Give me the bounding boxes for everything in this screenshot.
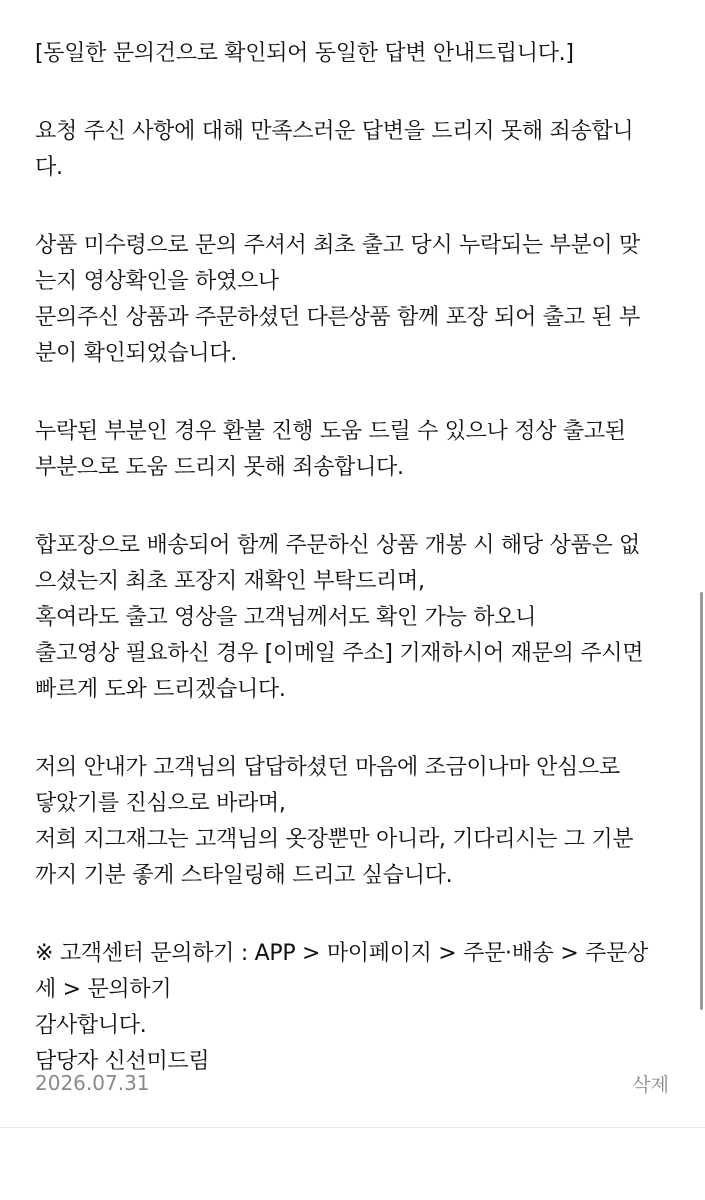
answer-line: 까지 기분 좋게 스타일링해 드리고 싶습니다. xyxy=(35,863,453,888)
answer-line: 으셨는지 최초 포장지 재확인 부탁드리며, xyxy=(35,569,425,594)
answer-line: 요청 주신 사항에 대해 만족스러운 답변을 드리지 못해 죄송합니 xyxy=(35,119,634,144)
answer-paragraph xyxy=(35,36,685,72)
answer-line: 누락된 부분인 경우 환불 진행 도움 드릴 수 있으나 정상 출고된 xyxy=(35,419,626,444)
answer-paragraph xyxy=(35,114,685,186)
answer-line: 다. xyxy=(35,155,63,180)
answer-paragraph xyxy=(35,936,685,1080)
answer-line: 세 > 문의하기 xyxy=(35,977,172,1002)
answer-line: 저의 안내가 고객님의 답답하셨던 마음에 조금이나마 안심으로 xyxy=(35,755,620,780)
answer-footer xyxy=(35,1066,669,1100)
answer-line: 상품 미수령으로 문의 주셔서 최초 출고 당시 누락되는 부분이 맞 xyxy=(35,233,640,258)
answer-line: [동일한 문의건으로 확인되어 동일한 답변 안내드립니다.] xyxy=(35,41,574,66)
delete-button[interactable]: 삭제 xyxy=(632,1073,669,1096)
paragraph-gap xyxy=(35,894,685,936)
answer-paragraph xyxy=(35,750,685,894)
answer-line: 분이 확인되었습니다. xyxy=(35,341,237,366)
answer-line: 담당자 신선미드림 xyxy=(35,1049,210,1074)
answer-line: 혹여라도 출고 영상을 고객님께서도 확인 가능 하오니 xyxy=(35,605,537,630)
answer-line: 합포장으로 배송되어 함께 주문하신 상품 개봉 시 해당 상품은 없 xyxy=(35,533,640,558)
answer-line: 감사합니다. xyxy=(35,1013,147,1038)
scrollbar[interactable] xyxy=(700,592,703,1010)
answer-line: 출고영상 필요하신 경우 [이메일 주소] 기재하시어 재문의 주시면 xyxy=(35,641,644,666)
paragraph-gap xyxy=(35,486,685,528)
paragraph-gap xyxy=(35,72,685,114)
answer-line: 닿았기를 진심으로 바라며, xyxy=(35,791,286,816)
answer-paragraph xyxy=(35,414,685,486)
paragraph-gap xyxy=(35,708,685,750)
answer-line: 저희 지그재그는 고객님의 옷장뿐만 아니라, 기다리시는 그 기분 xyxy=(35,827,634,852)
answer-content xyxy=(35,36,685,1080)
answer-line: ※ 고객센터 문의하기 : APP > 마이페이지 > 주문·배송 > 주문상 xyxy=(35,941,648,966)
answer-line: 는지 영상확인을 하였으나 xyxy=(35,269,279,294)
paragraph-gap xyxy=(35,186,685,228)
answer-paragraph xyxy=(35,228,685,372)
answer-line: 부분으로 도움 드리지 못해 죄송합니다. xyxy=(35,455,404,480)
answer-paragraph xyxy=(35,528,685,708)
answer-date: 2026.07.31 xyxy=(35,1071,150,1095)
answer-line: 빠르게 도와 드리겠습니다. xyxy=(35,677,286,702)
answer-line: 문의주신 상품과 주문하셨던 다른상품 함께 포장 되어 출고 된 부 xyxy=(35,305,640,330)
divider xyxy=(0,1127,705,1128)
paragraph-gap xyxy=(35,372,685,414)
